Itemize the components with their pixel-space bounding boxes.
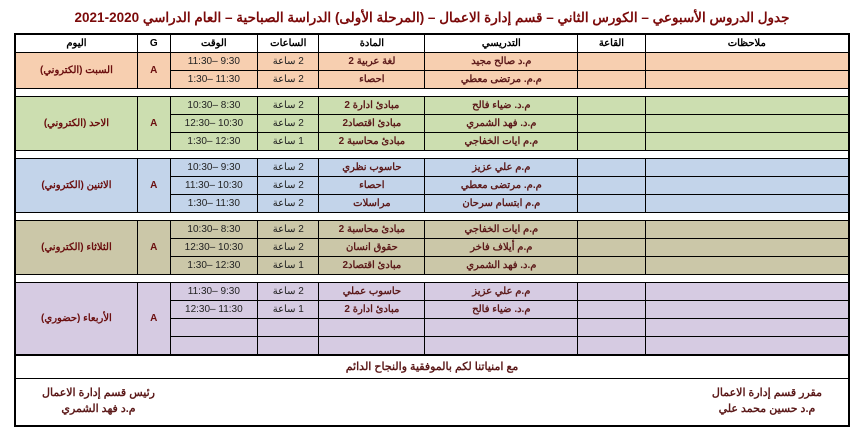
cell-hall (578, 195, 645, 213)
column-header-notes: ملاحظات (645, 34, 849, 53)
cell-teacher: م.م علي عزيز (425, 283, 578, 301)
column-header-hours: الساعات (258, 34, 319, 53)
cell-hours: 1 ساعة (258, 301, 319, 319)
cell-subject: مبادئ ادارة 2 (319, 301, 425, 319)
cell-notes (645, 337, 849, 356)
signature-right-name: م.د حسين محمد علي (718, 403, 816, 415)
cell-hours: 2 ساعة (258, 283, 319, 301)
cell-teacher: م.د. ضياء فالح (425, 301, 578, 319)
cell-time (170, 337, 258, 356)
cell-group: A (137, 53, 170, 89)
cell-teacher: م.د صالح مجيد (425, 53, 578, 71)
header-row (15, 34, 849, 53)
weekly-schedule-table (14, 33, 850, 356)
cell-subject (319, 337, 425, 356)
spacer-cell (15, 89, 849, 97)
row-spacer (15, 213, 849, 221)
cell-day: الثلاثاء (الكتروني) (15, 221, 137, 275)
cell-notes (645, 115, 849, 133)
cell-hall (578, 97, 645, 115)
cell-hours: 1 ساعة (258, 133, 319, 151)
cell-hall (578, 239, 645, 257)
cell-hours: 2 ساعة (258, 177, 319, 195)
cell-hall (578, 283, 645, 301)
cell-subject: حقوق انسان (319, 239, 425, 257)
cell-hall (578, 337, 645, 356)
cell-hall (578, 319, 645, 337)
signature-right-role: مقرر قسم إدارة الاعمال (711, 387, 822, 399)
page-title: جدول الدروس الأسبوعي – الكورس الثاني – قسم إدارة الاعمال – (المرحلة الأولى) الدراسة الصباحية – العام الدراسي 2020-2021 (74, 10, 790, 25)
cell-group: A (137, 159, 170, 213)
cell-hours: 1 ساعة (258, 257, 319, 275)
cell-subject (319, 319, 425, 337)
spacer-cell (15, 213, 849, 221)
column-header-teacher: التدريسي (425, 34, 578, 53)
cell-teacher: م.م ايات الخفاجي (425, 133, 578, 151)
row-spacer (15, 275, 849, 283)
cell-notes (645, 159, 849, 177)
column-header-subject: المادة (319, 34, 425, 53)
column-header-time: الوقت (170, 34, 258, 53)
cell-teacher: م.م ابتسام سرحان (425, 195, 578, 213)
footer-signatures (16, 379, 848, 425)
cell-hours: 2 ساعة (258, 53, 319, 71)
cell-subject: حاسوب عملي (319, 283, 425, 301)
column-header-group: G (137, 34, 170, 53)
cell-hours: 2 ساعة (258, 221, 319, 239)
cell-hours: 2 ساعة (258, 195, 319, 213)
cell-time: 12:30 –1:30 (170, 257, 258, 275)
cell-teacher: م.م. مرتضى معطي (425, 71, 578, 89)
cell-hours (258, 337, 319, 356)
table-header (15, 34, 849, 53)
row-spacer (15, 151, 849, 159)
cell-hall (578, 71, 645, 89)
cell-hall (578, 53, 645, 71)
cell-group: A (137, 97, 170, 151)
cell-time: 11:30 –1:30 (170, 195, 258, 213)
cell-hours: 2 ساعة (258, 159, 319, 177)
cell-notes (645, 195, 849, 213)
cell-time: 9:30 –10:30 (170, 159, 258, 177)
cell-time (170, 319, 258, 337)
cell-teacher: م.م علي عزيز (425, 159, 578, 177)
signature-right (712, 385, 822, 417)
cell-hall (578, 221, 645, 239)
cell-subject: احصاء (319, 177, 425, 195)
table-row (15, 159, 849, 177)
cell-hours: 2 ساعة (258, 239, 319, 257)
cell-group: A (137, 283, 170, 356)
cell-teacher (425, 319, 578, 337)
column-header-day: اليوم (15, 34, 137, 53)
cell-time: 10:30 –12:30 (170, 115, 258, 133)
cell-day: الأربعاء (حضوري) (15, 283, 137, 356)
cell-hall (578, 177, 645, 195)
cell-hours (258, 319, 319, 337)
cell-group: A (137, 221, 170, 275)
cell-teacher: م.م. مرتضى معطي (425, 177, 578, 195)
cell-hall (578, 115, 645, 133)
cell-hours: 2 ساعة (258, 97, 319, 115)
table-row (15, 53, 849, 71)
footer-wish: مع امنياتنا لكم بالموفقية والنجاح الدائم (16, 356, 848, 379)
cell-notes (645, 283, 849, 301)
cell-hall (578, 159, 645, 177)
cell-time: 11:30 –1:30 (170, 71, 258, 89)
table-body (15, 53, 849, 356)
cell-hall (578, 257, 645, 275)
cell-teacher: م.م ايات الخفاجي (425, 221, 578, 239)
signature-left-role: رئيس قسم إدارة الاعمال (42, 387, 155, 399)
spacer-cell (15, 275, 849, 283)
cell-notes (645, 239, 849, 257)
table-row (15, 97, 849, 115)
cell-notes (645, 221, 849, 239)
cell-time: 8:30 –10:30 (170, 221, 258, 239)
cell-notes (645, 301, 849, 319)
cell-subject: مبادئ اقتصاد2 (319, 115, 425, 133)
cell-hall (578, 133, 645, 151)
row-spacer (15, 89, 849, 97)
cell-day: السبت (الكتروني) (15, 53, 137, 89)
cell-hall (578, 301, 645, 319)
cell-notes (645, 257, 849, 275)
cell-notes (645, 53, 849, 71)
column-header-hall: القاعة (578, 34, 645, 53)
spacer-cell (15, 151, 849, 159)
cell-time: 9:30 –11:30 (170, 53, 258, 71)
table-row (15, 283, 849, 301)
signature-left-name: م.د فهد الشمري (61, 403, 136, 415)
table-row (15, 221, 849, 239)
cell-teacher: م.م أيلاف فاخر (425, 239, 578, 257)
cell-time: 9:30 –11:30 (170, 283, 258, 301)
cell-time: 12:30 –1:30 (170, 133, 258, 151)
cell-notes (645, 71, 849, 89)
cell-teacher: م.د. فهد الشمري (425, 257, 578, 275)
cell-subject: مبادئ محاسبة 2 (319, 133, 425, 151)
cell-day: الاحد (الكتروني) (15, 97, 137, 151)
cell-time: 10:30 –11:30 (170, 177, 258, 195)
cell-subject: مبادئ اقتصاد2 (319, 257, 425, 275)
cell-time: 8:30 –10:30 (170, 97, 258, 115)
cell-notes (645, 177, 849, 195)
cell-subject: لغة عربية 2 (319, 53, 425, 71)
cell-teacher: م.د. فهد الشمري (425, 115, 578, 133)
cell-notes (645, 319, 849, 337)
cell-hours: 2 ساعة (258, 71, 319, 89)
cell-subject: حاسوب نظري (319, 159, 425, 177)
footer-block (14, 356, 850, 427)
cell-teacher: م.د. ضياء فالح (425, 97, 578, 115)
cell-hours: 2 ساعة (258, 115, 319, 133)
cell-subject: مبادئ ادارة 2 (319, 97, 425, 115)
cell-day: الاثنين (الكتروني) (15, 159, 137, 213)
cell-subject: احصاء (319, 71, 425, 89)
cell-time: 10:30 –12:30 (170, 239, 258, 257)
cell-time: 11:30 –12:30 (170, 301, 258, 319)
signature-left (42, 385, 155, 417)
cell-notes (645, 97, 849, 115)
cell-teacher (425, 337, 578, 356)
cell-notes (645, 133, 849, 151)
cell-subject: مبادئ محاسبة 2 (319, 221, 425, 239)
cell-subject: مراسلات (319, 195, 425, 213)
